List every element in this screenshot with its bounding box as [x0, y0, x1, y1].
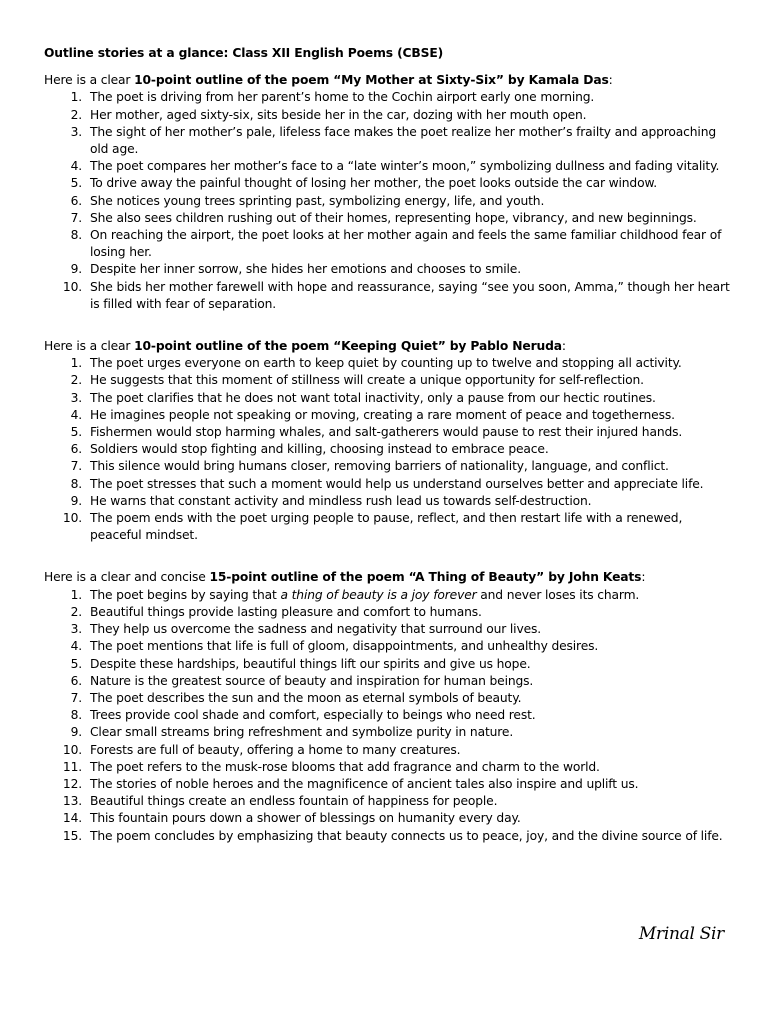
outline-point — [44, 690, 734, 707]
document-title: Outline stories at a glance: Class XII English Poems (CBSE) — [44, 46, 444, 60]
outline-point — [44, 759, 734, 776]
point-number: 8. — [70, 476, 82, 491]
intro-colon: : — [561, 339, 566, 354]
outline-point — [44, 441, 734, 458]
point-number: 15. — [62, 828, 82, 843]
point-number: 7. — [70, 210, 82, 225]
point-text: This fountain pours down a shower of blessings on humanity every day. — [90, 811, 521, 826]
point-text: The poet clarifies that he does not want total inactivity, only a pause from our hectic routines. — [90, 390, 656, 405]
point-number: 10. — [62, 511, 82, 526]
outline-point — [44, 193, 734, 210]
section-intro — [44, 569, 734, 586]
point-number: 4. — [70, 639, 82, 654]
point-number: 4. — [70, 159, 82, 174]
outline-point — [44, 621, 734, 638]
point-number: 10. — [62, 742, 82, 757]
point-text: Despite her inner sorrow, she hides her emotions and chooses to smile. — [90, 262, 521, 277]
point-text: The poet describes the sun and the moon as eternal symbols of beauty. — [90, 690, 522, 705]
point-text: The stories of noble heroes and the magnificence of ancient tales also inspire and uplift us. — [90, 776, 639, 791]
point-text: Nature is the greatest source of beauty and inspiration for human beings. — [90, 673, 534, 688]
point-text: The sight of her mother’s pale, lifeless face makes the poet realize her mother’s frailty and approaching old age. — [90, 124, 716, 157]
point-number: 7. — [70, 690, 82, 705]
point-number: 10. — [62, 279, 82, 294]
point-number: 13. — [62, 794, 82, 809]
outline-point — [44, 372, 734, 389]
point-number: 5. — [70, 656, 82, 671]
point-text: Trees provide cool shade and comfort, especially to beings who need rest. — [90, 708, 536, 723]
outline-point — [44, 776, 734, 793]
author-signature: Mrinal Sir — [638, 924, 724, 944]
point-number: 2. — [70, 373, 82, 388]
point-text: The poem ends with the poet urging people to pause, reflect, and then restart life with a renewed, peaceful mindset. — [90, 511, 683, 543]
outline-point — [44, 407, 734, 424]
poem-outline-section — [44, 338, 734, 544]
outline-sections — [44, 72, 734, 845]
outline-point — [44, 493, 734, 510]
point-text: She also sees children rushing out of their homes, representing hope, vibrancy, and new beginnings. — [90, 210, 697, 225]
outline-point — [44, 828, 734, 845]
point-text: He suggests that this moment of stillness will create a unique opportunity for self-reflection. — [90, 373, 644, 388]
point-number: 8. — [70, 708, 82, 723]
point-number: 3. — [70, 390, 82, 405]
point-number: 14. — [62, 811, 82, 826]
point-number: 2. — [70, 604, 82, 619]
point-text: The poem concludes by emphasizing that beauty connects us to peace, joy, and the divine source of life. — [90, 828, 723, 843]
point-number: 9. — [70, 262, 82, 277]
point-number: 3. — [70, 124, 82, 139]
outline-point — [44, 707, 734, 724]
point-text: The poet compares her mother’s face to a “late winter’s moon,” symbolizing dullness and fading vitality. — [90, 159, 720, 174]
outline-point — [44, 604, 734, 621]
outline-point — [44, 810, 734, 827]
point-text: Clear small streams bring refreshment and symbolize purity in nature. — [90, 725, 514, 740]
point-number: 9. — [70, 493, 82, 508]
point-number: 6. — [70, 193, 82, 208]
point-text: The poet mentions that life is full of gloom, disappointments, and unhealthy desires. — [90, 639, 599, 654]
outline-point — [44, 89, 734, 106]
point-text: The poet urges everyone on earth to keep quiet by counting up to twelve and stopping all activity. — [90, 356, 682, 371]
outline-point — [44, 355, 734, 372]
outline-point — [44, 424, 734, 441]
outline-point — [44, 638, 734, 655]
document-page — [44, 45, 734, 845]
outline-point — [44, 124, 734, 158]
point-number: 11. — [62, 759, 82, 774]
point-number: 6. — [70, 442, 82, 457]
outline-point — [44, 476, 734, 493]
point-text: He imagines people not speaking or moving, creating a rare moment of peace and togetherness. — [90, 407, 675, 422]
outline-point — [44, 724, 734, 741]
point-number: 2. — [70, 107, 82, 122]
point-text: He warns that constant activity and mindless rush lead us towards self-destruction. — [90, 493, 592, 508]
outline-point — [44, 261, 734, 278]
point-text: She notices young trees sprinting past, symbolizing energy, life, and youth. — [90, 193, 545, 208]
point-number: 1. — [70, 356, 82, 371]
point-text: The poet is driving from her parent’s home to the Cochin airport early one morning. — [90, 90, 595, 105]
intro-text: Here is a clear and concise — [44, 570, 210, 585]
outline-point — [44, 210, 734, 227]
point-text: Beautiful things create an endless fountain of happiness for people. — [90, 794, 498, 809]
point-text: They help us overcome the sadness and negativity that surround our lives. — [90, 622, 541, 637]
point-text: To drive away the painful thought of losing her mother, the poet looks outside the car window. — [90, 176, 657, 191]
intro-heading: 10-point outline of the poem “My Mother at Sixty-Six” by Kamala Das — [134, 73, 609, 88]
intro-text: Here is a clear — [44, 339, 135, 354]
point-number: 12. — [62, 776, 82, 791]
point-text: Her mother, aged sixty-six, sits beside her in the car, dozing with her mouth open. — [90, 107, 587, 122]
outline-point — [44, 107, 734, 124]
point-text: Fishermen would stop harming whales, and salt-gatherers would pause to rest their injured hands. — [90, 425, 683, 440]
point-text: The poet begins by saying that — [90, 587, 281, 602]
point-number: 7. — [70, 459, 82, 474]
outline-point — [44, 587, 734, 604]
outline-point — [44, 390, 734, 407]
point-text: On reaching the airport, the poet looks at her mother again and feels the same familiar childhood fear of losing her. — [90, 228, 722, 260]
point-number: 1. — [70, 90, 82, 105]
intro-heading: 10-point outline of the poem “Keeping Quiet” by Pablo Neruda — [134, 339, 562, 354]
outline-point — [44, 175, 734, 192]
outline-list — [44, 355, 734, 544]
point-quote: a thing of beauty is a joy forever — [280, 587, 477, 602]
poem-outline-section — [44, 72, 734, 313]
point-text: She bids her mother farewell with hope and reassurance, saying “see you soon, Amma,” though her heart is filled with fear of separation. — [90, 279, 730, 311]
point-number: 1. — [70, 587, 82, 602]
point-number: 6. — [70, 673, 82, 688]
outline-list — [44, 89, 734, 313]
point-text: and never loses its charm. — [476, 587, 640, 602]
outline-point — [44, 158, 734, 175]
point-number: 5. — [70, 425, 82, 440]
point-number: 8. — [70, 228, 82, 243]
point-text: Soldiers would stop fighting and killing, choosing instead to embrace peace. — [90, 442, 549, 457]
outline-point — [44, 673, 734, 690]
point-text: The poet stresses that such a moment would help us understand ourselves better and appreciate life. — [90, 476, 704, 491]
outline-list — [44, 587, 734, 845]
point-number: 9. — [70, 725, 82, 740]
outline-point — [44, 656, 734, 673]
outline-point — [44, 279, 734, 313]
point-text: Forests are full of beauty, offering a home to many creatures. — [90, 742, 461, 757]
outline-point — [44, 227, 734, 261]
point-number: 4. — [70, 407, 82, 422]
section-intro — [44, 338, 734, 355]
intro-text: Here is a clear — [44, 73, 135, 88]
point-text: Beautiful things provide lasting pleasure and comfort to humans. — [90, 604, 482, 619]
point-number: 3. — [70, 622, 82, 637]
outline-point — [44, 510, 734, 544]
poem-outline-section — [44, 569, 734, 844]
point-text: The poet refers to the musk-rose blooms that add fragrance and charm to the world. — [90, 759, 600, 774]
point-text: This silence would bring humans closer, removing barriers of nationality, language, and conflict. — [90, 459, 669, 474]
point-text: Despite these hardships, beautiful things lift our spirits and give us hope. — [90, 656, 531, 671]
outline-point — [44, 793, 734, 810]
outline-point — [44, 458, 734, 475]
intro-colon: : — [608, 73, 613, 88]
point-number: 5. — [70, 176, 82, 191]
section-intro — [44, 72, 734, 89]
intro-colon: : — [641, 570, 646, 585]
intro-heading: 15-point outline of the poem “A Thing of Beauty” by John Keats — [209, 570, 642, 585]
outline-point — [44, 742, 734, 759]
